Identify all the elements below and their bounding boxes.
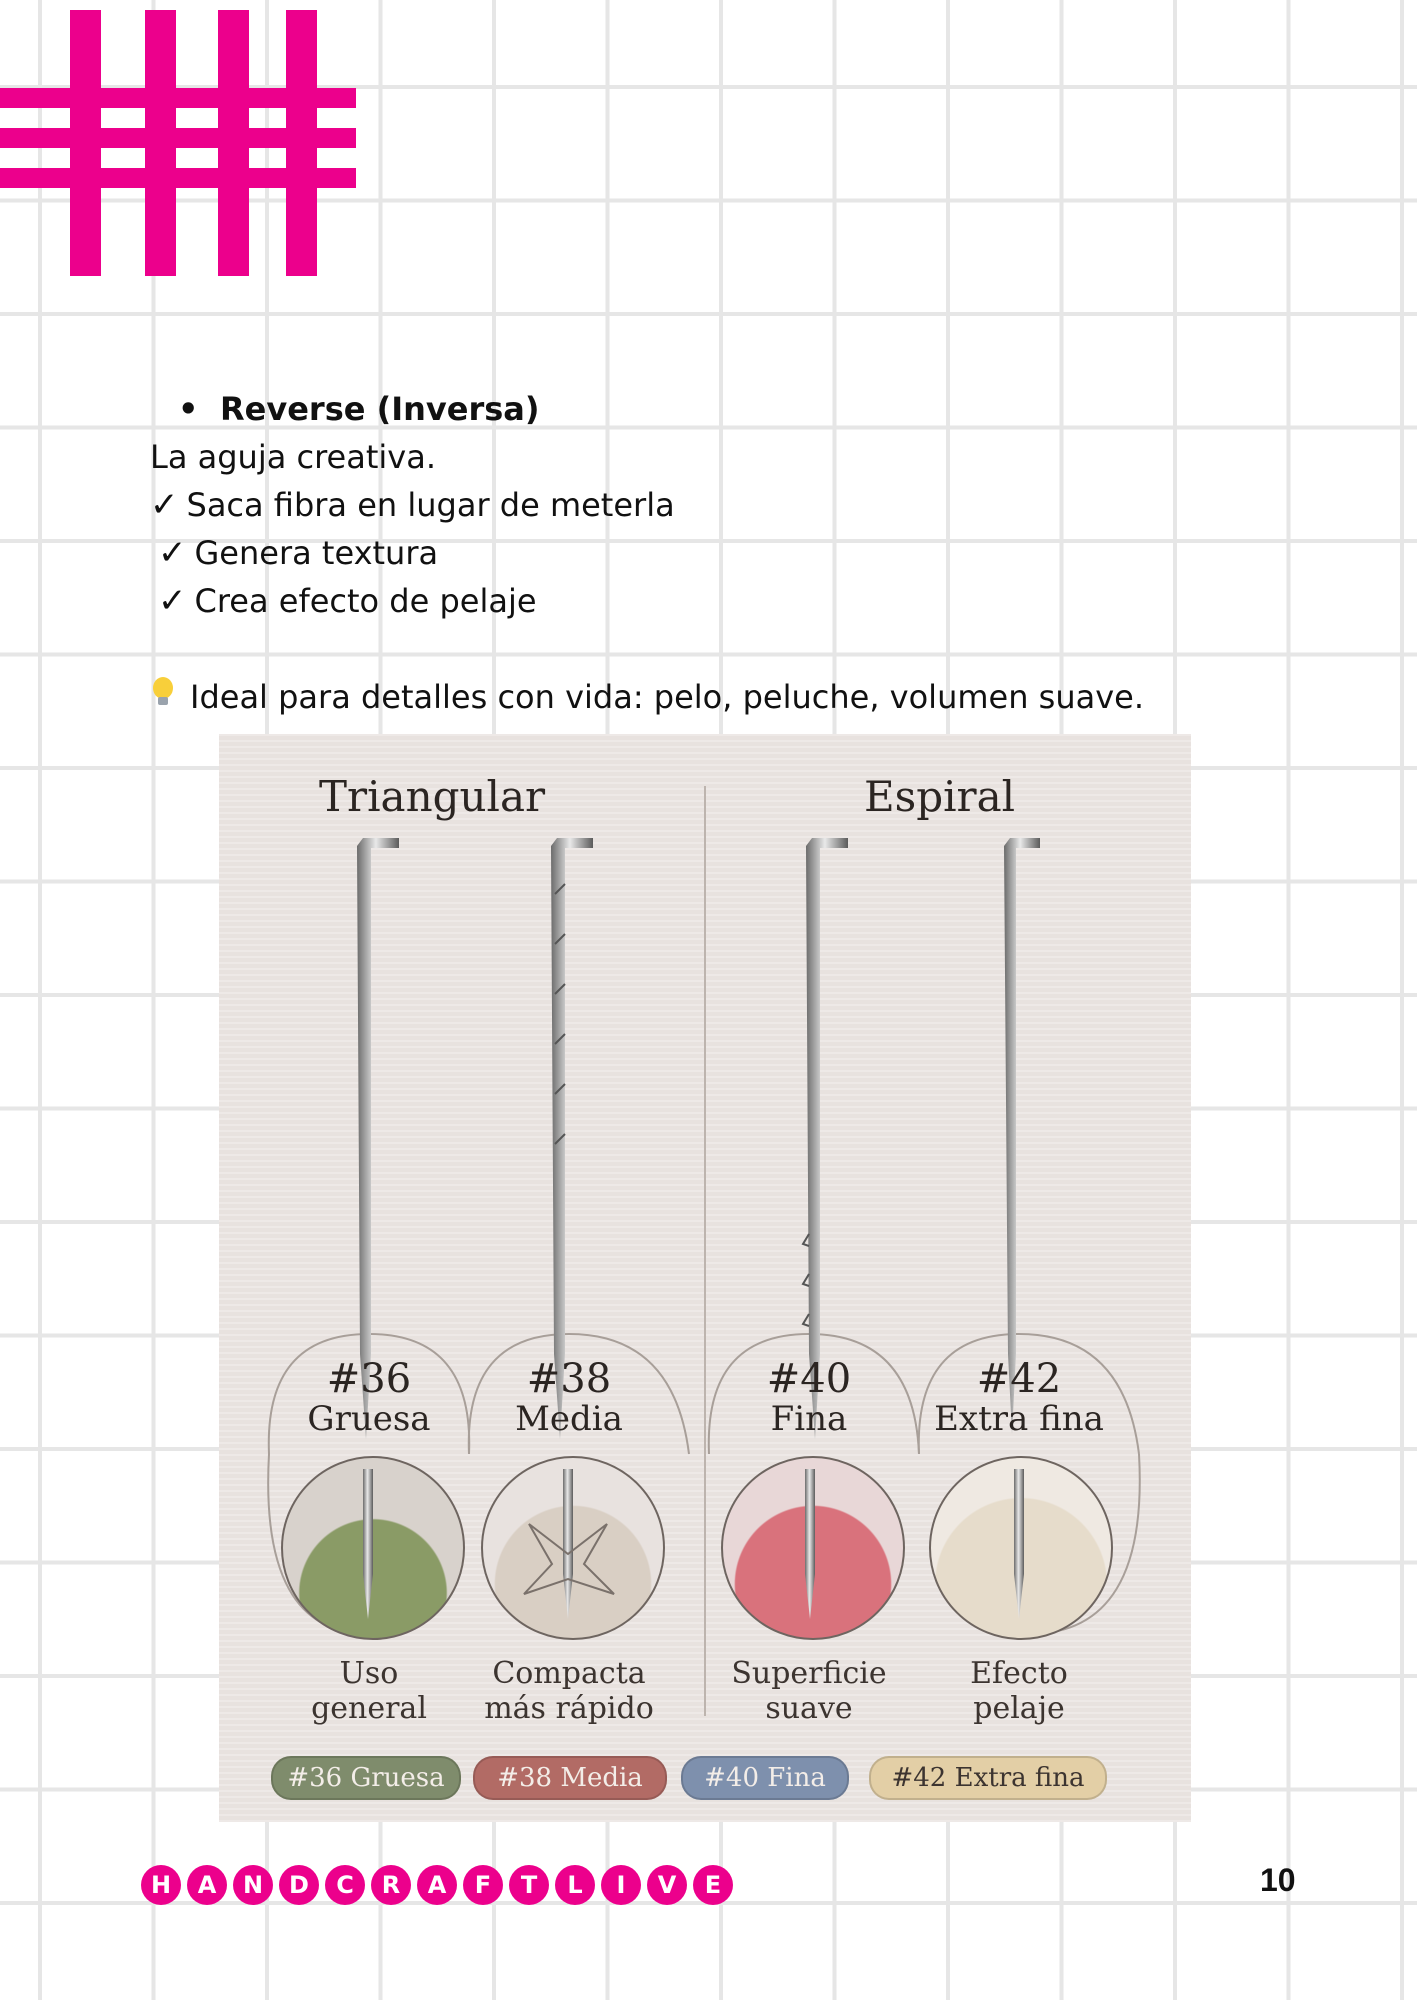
check-item: ✓ Genera textura [150,529,1200,577]
desc-40: Superficie suave [731,1656,887,1726]
checkmark-icon: ✓ [150,485,179,525]
tip-line: Ideal para detalles con vida: pelo, peluche, volumen suave. [150,673,1200,721]
check-item: ✓ Crea efecto de pelaje [150,577,1200,625]
legend-pill-40: #40 Fina [681,1756,849,1800]
group-title-espiral: Espiral [864,772,1016,821]
desc-42: Efecto pelaje [970,1656,1068,1726]
legend-pill-36: #36 Gruesa [271,1756,461,1800]
brand-logo: H A N D C R A F T L I V E [141,1865,739,1905]
desc-36: Uso general [311,1656,427,1726]
gauge-label-38: #38 Media [515,1356,623,1439]
desc-38: Compacta más rápido [484,1656,654,1726]
gauge-label-40: #40 Fina [766,1356,852,1439]
text-content [150,385,1200,721]
legend-pill-38: #38 Media [473,1756,667,1800]
hashtag-logo [0,0,360,280]
section-heading: • Reverse (Inversa) [178,390,540,428]
needle-illustration [219,734,1191,1822]
legend-pill-42: #42 Extra fina [869,1756,1107,1800]
page-number: 10 [1260,1862,1296,1898]
checkmark-icon: ✓ [158,581,187,621]
section-subtitle: La aguja creativa. [150,438,436,476]
gauge-label-42: #42 Extra fina [934,1356,1104,1439]
check-item: ✓ Saca fibra en lugar de meterla [150,481,1200,529]
checkmark-icon: ✓ [158,533,187,573]
group-title-triangular: Triangular [319,772,546,821]
gauge-label-36: #36 Gruesa [307,1356,431,1439]
lightbulb-icon [150,675,176,723]
